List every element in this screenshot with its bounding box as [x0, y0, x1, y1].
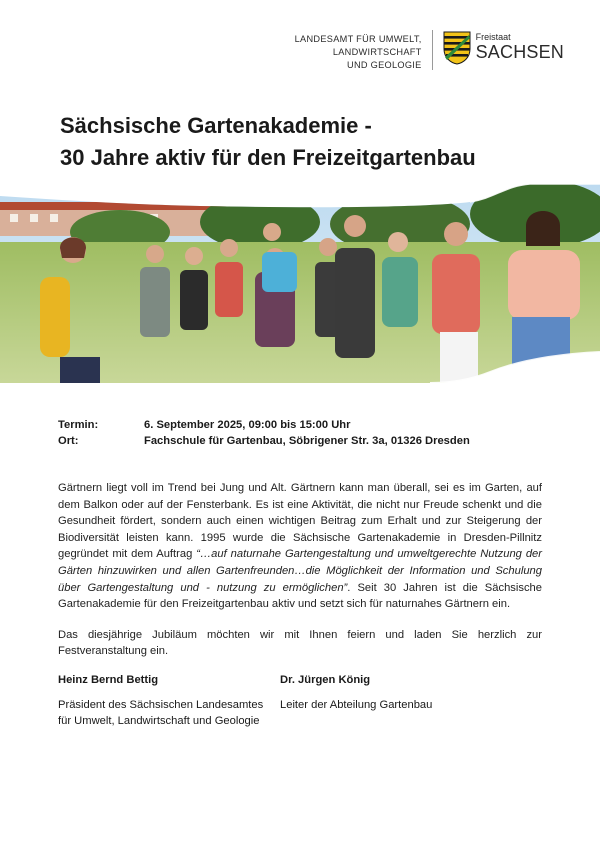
event-date-row — [58, 417, 470, 433]
signature-block-1 — [58, 672, 263, 730]
signer-name: Heinz Bernd Bettig — [58, 674, 159, 686]
state-label-small: Freistaat — [475, 32, 511, 42]
agency-line-1: LANDESAMT FÜR UMWELT, — [294, 34, 422, 44]
saxony-coat-of-arms-icon — [443, 31, 471, 65]
paragraph-1-end: . Seit 30 Jahren ist die Sächsische Gartenakademie für den Freizeitgartenbau aktiv und setzt sich für naturnahes Gärtnern ein. — [58, 581, 543, 611]
state-logo — [443, 30, 564, 65]
signer-name: Dr. Jürgen König — [280, 674, 371, 686]
signer-role-line-1: Präsident des Sächsischen Landesamtes — [58, 698, 264, 711]
signer-role-line-1: Leiter der Abteilung Gartenbau — [280, 698, 433, 711]
paragraph-1-start: Gärtnern liegt voll im Trend bei Jung und Alt. Gärtnern kann man überall, sei es im Garten, auf dem Balkon oder auf der Fensterbank. Es ist eine Aktivität, die nicht nur Freude schenkt und die Gesundheit fördert, sondern auch einen wichtigen Beitrag zum Erhalt und zur Steigerung der Biodiversität leisten kann. 1995 wurde die Sächsische Gartenakademie in Dresden-Pillnitz gegründet mit dem Auftrag — [58, 482, 542, 561]
paragraph-1 — [58, 480, 542, 613]
page-title — [60, 110, 476, 174]
state-label-big: SACHSEN — [475, 42, 564, 62]
place-value: Fachschule für Gartenbau, Söbrigener Str. 3a, 01326 Dresden — [144, 435, 470, 447]
header — [295, 30, 564, 72]
agency-name — [295, 30, 422, 72]
body-text — [58, 480, 542, 674]
event-details — [58, 417, 470, 449]
agency-line-3: UND GEOLOGIE — [347, 60, 422, 70]
date-label: Termin: — [58, 419, 99, 431]
title-line-1: Sächsische Gartenakademie - — [60, 113, 372, 138]
date-value: 6. September 2025, 09:00 bis 15:00 Uhr — [144, 419, 351, 431]
event-place-row — [58, 433, 470, 449]
paragraph-1-quote: “…auf naturnahe Gartengestaltung und umweltgerechte Nutzung der Gärten hinzuwirken und allen Gartenfreunden…die Möglichkeit der Information und Schulung über Gartengestaltung und - nutzung zu ermöglichen” — [58, 548, 542, 594]
paragraph-2: Das diesjährige Jubiläum möchten wir mit Ihnen feiern und laden Sie herzlich zur Festveranstaltung ein. — [58, 628, 542, 658]
agency-line-2: LANDWIRTSCHAFT — [332, 47, 422, 57]
signature-block-2 — [280, 672, 432, 713]
signer-role-line-2: für Umwelt, Landwirtschaft und Geologie — [58, 715, 260, 728]
group-photo — [0, 182, 600, 387]
header-divider — [432, 30, 433, 70]
title-line-2: 30 Jahre aktiv für den Freizeitgartenbau — [60, 145, 476, 170]
place-label: Ort: — [58, 435, 79, 447]
